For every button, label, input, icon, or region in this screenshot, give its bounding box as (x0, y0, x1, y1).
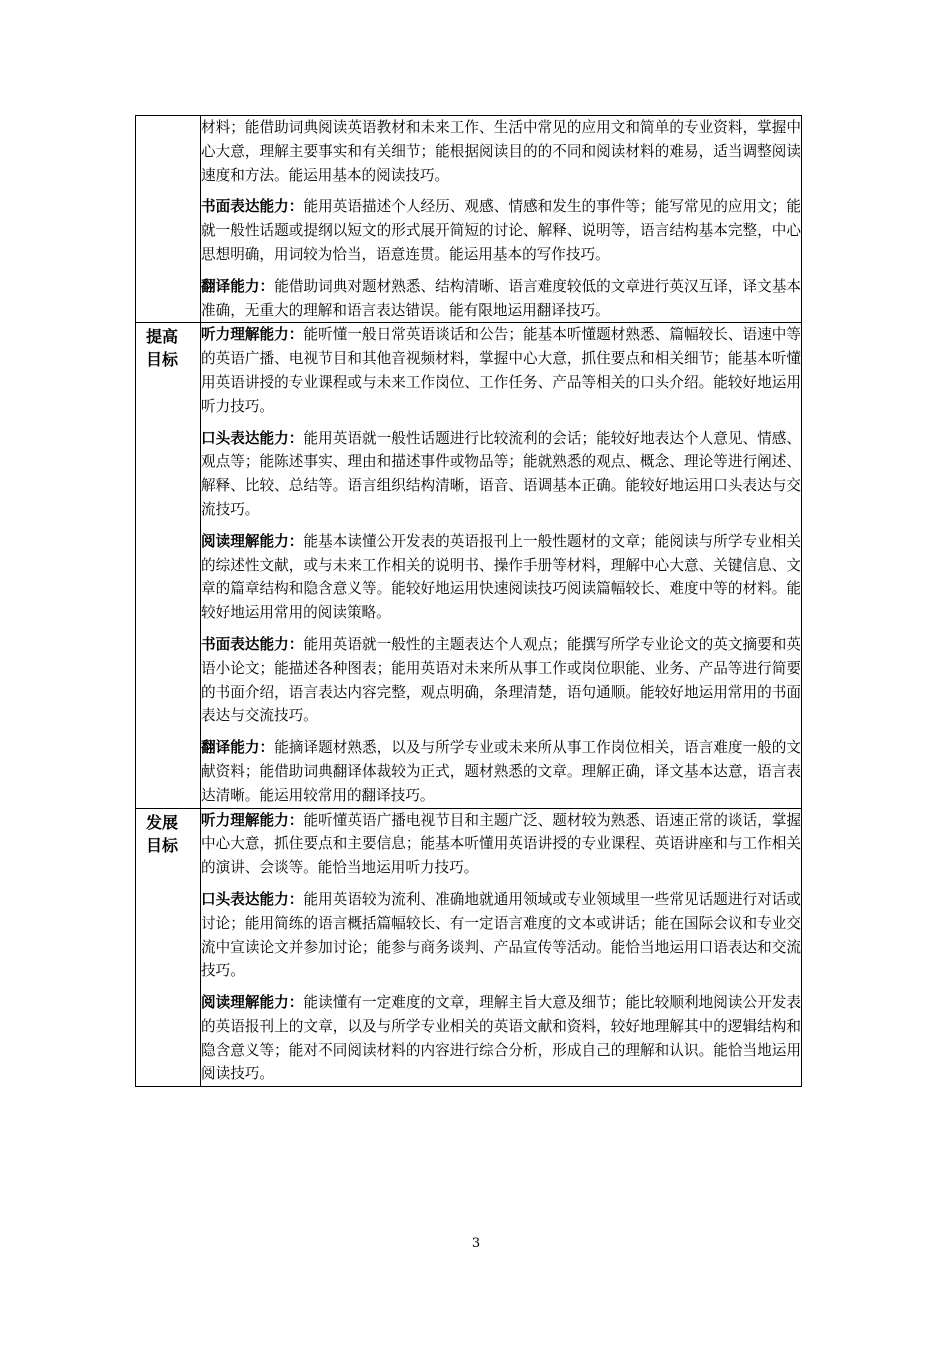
ability-title: 阅读理解能力： (201, 532, 304, 550)
ability-title: 听力理解能力： (201, 811, 304, 829)
ability-text: 能读懂有一定难度的文章，理解主旨大意及细节；能比较顺利地阅读公开发表的英语报刊上的文章，以及与所学专业相关的英语文献和资料，较好地理解其中的逻辑结构和隐含意义等；能对不同阅读材料的内容进行综合分析，形成自己的理解和认识。能恰当地运用阅读技巧。 (201, 994, 801, 1083)
level-label-cell (136, 116, 201, 323)
ability-text: 能用英语较为流利、准确地就通用领域或专业领域里一些常见话题进行对话或讨论；能用简练的语言概括篇幅较长、有一定语言难度的文本或讲话；能在国际会议和专业交流中宣读论文并参加讨论；能参与商务谈判、产品宣传等活动。能恰当地运用口语表达和交流技巧。 (201, 890, 801, 980)
ability-title: 听力理解能力： (201, 326, 304, 344)
ability-paragraph (201, 530, 801, 625)
ability-title: 翻译能力： (201, 739, 275, 757)
ability-text: 能借助词典对题材熟悉、结构清晰、语言难度较低的文章进行英汉互译，译文基本准确，无重大的理解和语言表达错误。能有限地运用翻译技巧。 (201, 277, 801, 319)
ability-paragraph (201, 736, 801, 807)
goals-table (135, 115, 802, 1087)
ability-paragraph (201, 888, 801, 983)
ability-title: 书面表达能力： (201, 198, 304, 216)
ability-paragraph (201, 323, 801, 418)
ability-paragraph (201, 427, 801, 522)
ability-text: 能听懂一般日常英语谈话和公告；能基本听懂题材熟悉、篇幅较长、语速中等的英语广播、电视节目和其他音视频材料，掌握中心大意，抓住要点和相关细节；能基本听懂用英语讲授的专业课程或与未来工作岗位、工作任务、产品等相关的口头介绍。能较好地运用听力技巧。 (201, 326, 801, 415)
level-label (136, 116, 186, 118)
level-label: 提高目标 (146, 327, 179, 370)
ability-title: 口头表达能力： (201, 429, 304, 447)
ability-paragraph (201, 116, 801, 187)
ability-text: 能摘译题材熟悉，以及与所学专业或未来所从事工作岗位相关，语言难度一般的文献资料；能借助词典翻译体裁较为正式，题材熟悉的文章。理解正确，译文基本达意，语言表达清晰。能运用较常用的翻译技巧。 (201, 739, 801, 804)
ability-paragraph (201, 275, 801, 323)
ability-title: 阅读理解能力： (201, 994, 304, 1012)
table-row-basic-continuation (136, 116, 802, 323)
ability-text: 能用英语就一般性的主题表达个人观点；能撰写所学专业论文的英文摘要和英语小论文；能描述各种图表；能用英语对未来所从事工作或岗位职能、业务、产品等进行简要的书面介绍，语言表达内容完整，观点明确，条理清楚，语句通顺。能较好地运用常用的书面表达与交流技巧。 (201, 635, 801, 725)
table-row-development-goal (136, 808, 802, 1087)
table-row-advanced-goal (136, 323, 802, 808)
ability-paragraph (201, 991, 801, 1086)
ability-paragraph (201, 809, 801, 880)
level-label-cell (136, 323, 201, 808)
page-number: 3 (471, 1236, 481, 1251)
ability-content-cell (201, 116, 802, 323)
ability-text: 能听懂英语广播电视节目和主题广泛、题材较为熟悉、语速正常的谈话，掌握中心大意，抓住要点和主要信息；能基本听懂用英语讲授的专业课程、英语讲座和与工作相关的演讲、会谈等。能恰当地运用听力技巧。 (201, 811, 801, 877)
ability-text: 能基本读懂公开发表的英语报刊上一般性题材的文章；能阅读与所学专业相关的综述性文献，或与未来工作相关的说明书、操作手册等材料，理解中心大意、关键信息、文章的篇章结构和隐含意义等。能较好地运用快速阅读技巧阅读篇幅较长、难度中等的材料。能较好地运用常用的阅读策略。 (201, 532, 801, 622)
ability-paragraph (201, 195, 801, 266)
ability-text: 材料；能借助词典阅读英语教材和未来工作、生活中常见的应用文和简单的专业资料，掌握中心大意，理解主要事实和有关细节；能根据阅读目的的不同和阅读材料的难易，适当调整阅读速度和方法。能运用基本的阅读技巧。 (201, 119, 801, 184)
ability-title: 口头表达能力： (201, 890, 304, 908)
ability-title: 翻译能力： (201, 277, 275, 295)
level-label-cell (136, 808, 201, 1087)
level-label: 发展目标 (146, 812, 179, 855)
ability-title: 书面表达能力： (201, 635, 304, 653)
ability-text: 能用英语就一般性话题进行比较流利的会话；能较好地表达个人意见、情感、观点等；能陈述事实、理由和描述事件或物品等；能就熟悉的观点、概念、理论等进行阐述、解释、比较、总结等。语言组织结构清晰，语音、语调基本正确。能较好地运用口头表达与交流技巧。 (201, 429, 801, 518)
ability-text: 能用英语描述个人经历、观感、情感和发生的事件等；能写常见的应用文；能就一般性话题或提纲以短文的形式展开简短的讨论、解释、说明等，语言结构基本完整，中心思想明确，用词较为恰当，语意连贯。能运用基本的写作技巧。 (201, 198, 801, 263)
ability-paragraph (201, 633, 801, 728)
ability-content-cell (201, 808, 802, 1087)
ability-content-cell (201, 323, 802, 808)
